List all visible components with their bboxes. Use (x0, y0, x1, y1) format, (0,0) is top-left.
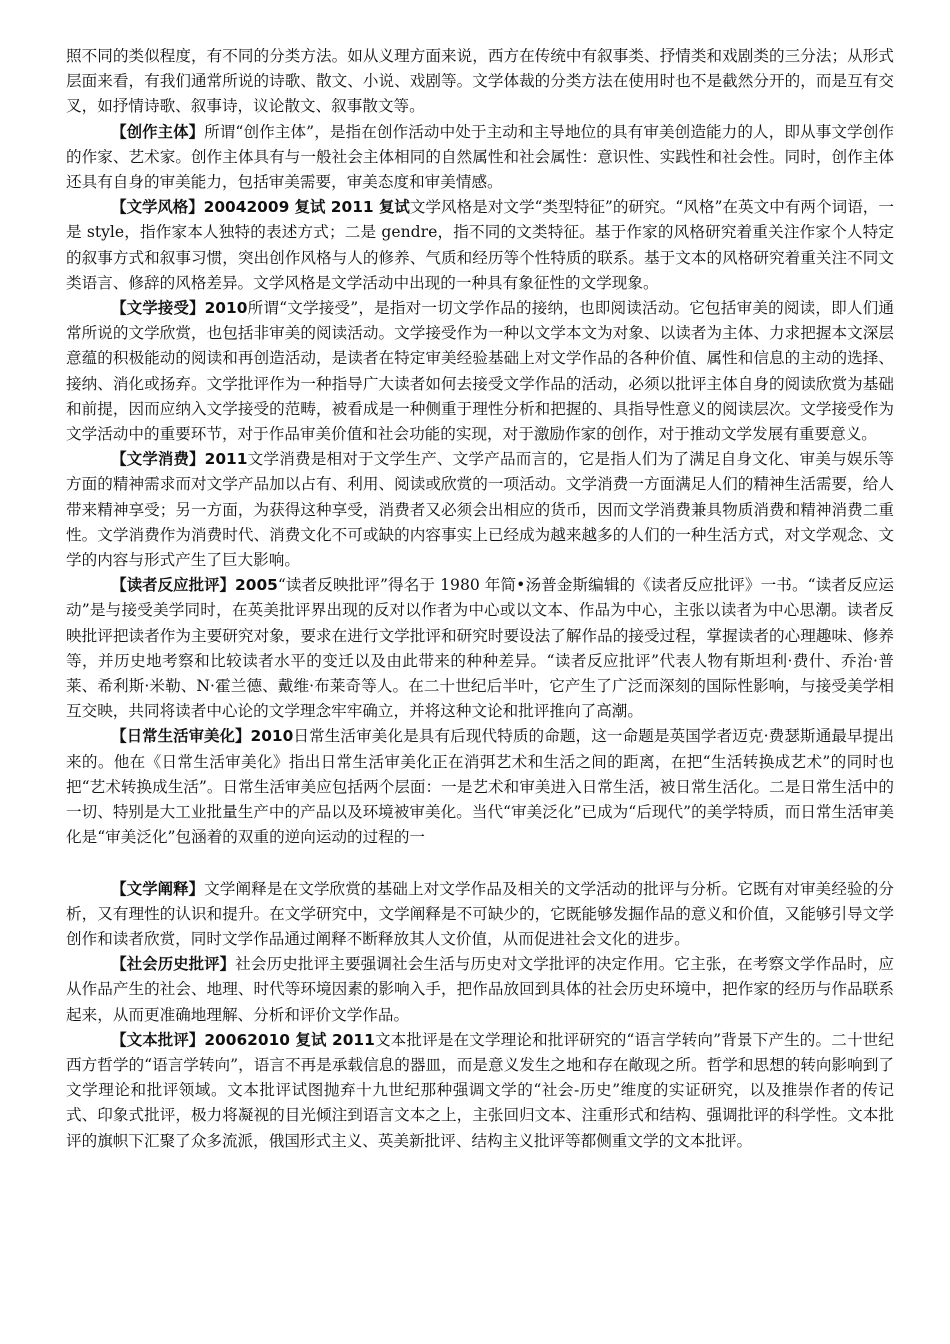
paragraph-body: 文学风格是对文学“类型特征”的研究。“风格”在英文中有两个词语，一是 style，指作家本人独特的表述方式；二是 gendre，指不同的文类特征。基于作家的风格研究着重关注作家个人特定的叙事方式和叙事习惯，突出创作风格与人的修养、气质和经历等个性特质的联系。基于文本的风格研究着重关注不同文类语言、修辞的风格差异。文学风格是文学活动中出现的一种具有象征性的文学现象。 (66, 198, 894, 292)
exam-year-tag: 20042009 复试 2011 复试 (203, 198, 410, 217)
paragraph-body: “读者反映批评”得名于 1980 年简•汤普金斯编辑的《读者反应批评》一书。“读者反应运动”是与接受美学同时，在英美批评界出现的反对以作者为中心或以文本、作品为中心，主张以读者为中心思潮。读者反映批评把读者作为主要研究对象，要求在进行文学批评和研究时要设法了解作品的接受过程，掌握读者的心理趣味、修养等，并历史地考察和比较读者水平的变迁以及由此带来的种种差异。“读者反应批评”代表人物有斯坦利·费什、乔治·普莱、希利斯·米勒、N·霍兰德、戴维·布莱奇等人。在二十世纪后半叶，它产生了广泛而深刻的国际性影响，与接受美学相互交映，共同将读者中心论的文学理念牢牢确立，并将这种文论和批评推向了高潮。 (66, 576, 894, 721)
paragraph-social-historical-criticism (66, 952, 894, 1028)
term-heading: 【文学风格】 (111, 198, 204, 217)
paragraph-genre-classification-continued (66, 44, 894, 120)
paragraph-body: 社会历史批评主要强调社会生活与历史对文学批评的决定作用。它主张，在考察文学作品时，应从作品产生的社会、地理、时代等环境因素的影响入手，把作品放回到具体的社会历史环境中，把作家的经历与作品联系起来，从而更准确地理解、分析和评价文学作品。 (66, 955, 894, 1024)
term-heading: 【文本批评】 (111, 1030, 205, 1049)
page-gap (66, 851, 894, 877)
paragraph-literary-reception (66, 296, 894, 447)
paragraph-body: 文学阐释是在文学欣赏的基础上对文学作品及相关的文学活动的批评与分析。它既有对审美经验的分析，又有理性的认识和提升。在文学研究中，文学阐释是不可缺少的，它既能够发掘作品的意义和价值，又能够引导文学创作和读者欣赏，同时文学作品通过阐释不断释放其人文价值，从而促进社会文化的进步。 (66, 879, 894, 948)
paragraph-body: 日常生活审美化是具有后现代特质的命题，这一命题是英国学者迈克·费瑟斯通最早提出来的。他在《日常生活审美化》指出日常生活审美化正在消弭艺术和生活之间的距离，在把“生活转换成艺术”的同时也把“艺术转换成生活”。日常生活审美应包括两个层面：一是艺术和审美进入日常生活，被日常生活化。二是日常生活中的一切、特别是大工业批量生产中的产品以及环境被审美化。当代“审美泛化”已成为“后现代”的美学特质，而日常生活审美化是“审美泛化”包涵着的双重的逆向运动的过程的一 (66, 727, 894, 847)
paragraph-aestheticization-of-everyday-life (66, 724, 894, 850)
term-heading: 【日常生活审美化】 (111, 727, 251, 746)
term-heading: 【文学阐释】 (111, 879, 205, 898)
exam-year-tag: 2005 (235, 576, 278, 595)
term-heading: 【社会历史批评】 (111, 955, 236, 974)
exam-year-tag: 2011 (204, 450, 248, 469)
document-page (66, 44, 894, 1154)
paragraph-body: 所谓“文学接受”，是指对一切文学作品的接纳，也即阅读活动。它包括审美的阅读，即人们通常所说的文学欣赏，也包括非审美的阅读活动。文学接受作为一种以文学本文为对象、以读者为主体、力求把握本文深层意蕴的积极能动的阅读和再创造活动，是读者在特定审美经验基础上对文学作品的各种价值、属性和信息的主动的选择、接纳、消化或扬弃。文学批评作为一种指导广大读者如何去接受文学作品的活动，必须以批评主体自身的阅读欣赏为基础和前提，因而应纳入文学接受的范畴，被看成是一种侧重于理性分析和把握的、具指导性意义的阅读层次。文学接受作为文学活动中的重要环节，对于作品审美价值和社会功能的实现，对于激励作家的创作，对于推动文学发展有重要意义。 (66, 299, 894, 444)
paragraph-literary-consumption (66, 447, 894, 573)
term-heading: 【文学消费】 (111, 450, 205, 469)
paragraph-literary-interpretation (66, 877, 894, 953)
paragraph-creative-subject (66, 120, 894, 196)
exam-year-tag: 2010 (250, 727, 294, 746)
exam-year-tag: 2010 (204, 299, 248, 318)
paragraph-text-criticism (66, 1028, 894, 1154)
paragraph-body: 文本批评是在文学理论和批评研究的“语言学转向”背景下产生的。二十世纪西方哲学的“语言学转向”，语言不再是承载信息的器皿，而是意义发生之地和存在敞现之所。哲学和思想的转向影响到了文学理论和批评领域。文本批评试图抛弃十九世纪那种强调文学的“社会-历史”维度的实证研究，以及推崇作者的传记式、印象式批评，极力将凝视的目光倾注到语言文本之上，主张回归文本、注重形式和结构、强调批评的科学性。文本批评的旗帜下汇聚了众多流派，俄国形式主义、英美新批评、结构主义批评等都侧重文学的文本批评。 (66, 1030, 894, 1150)
paragraph-reader-response-criticism (66, 573, 894, 724)
term-heading: 【创作主体】 (111, 122, 205, 141)
exam-year-tag: 20062010 复试 2011 (204, 1030, 375, 1049)
term-heading: 【文学接受】 (111, 299, 205, 318)
paragraph-body: 照不同的类似程度，有不同的分类方法。如从义理方面来说，西方在传统中有叙事类、抒情类和戏剧类的三分法；从形式层面来看，有我们通常所说的诗歌、散文、小说、戏剧等。文学体裁的分类方法在使用时也不是截然分开的，而是互有交叉，如抒情诗歌、叙事诗，议论散文、叙事散文等。 (66, 47, 894, 116)
paragraph-body: 文学消费是相对于文学生产、文学产品而言的，它是指人们为了满足自身文化、审美与娱乐等方面的精神需求而对文学产品加以占有、利用、阅读或欣赏的一项活动。文学消费一方面满足人们的精神生活需要，给人带来精神享受；另一方面，为获得这种享受，消费者又必须会出相应的货币，因而文学消费兼具物质消费和精神消费二重性。文学消费作为消费时代、消费文化不可或缺的内容事实上已经成为越来越多的人们的一种生活方式，对文学观念、文学的内容与形式产生了巨大影响。 (66, 450, 894, 570)
term-heading: 【读者反应批评】 (111, 576, 236, 595)
paragraph-body: 所谓“创作主体”，是指在创作活动中处于主动和主导地位的具有审美创造能力的人，即从事文学创作的作家、艺术家。创作主体具有与一般社会主体相同的自然属性和社会属性：意识性、实践性和社会性。同时，创作主体还具有自身的审美能力，包括审美需要，审美态度和审美情感。 (66, 122, 894, 192)
paragraph-literary-style (66, 195, 894, 296)
